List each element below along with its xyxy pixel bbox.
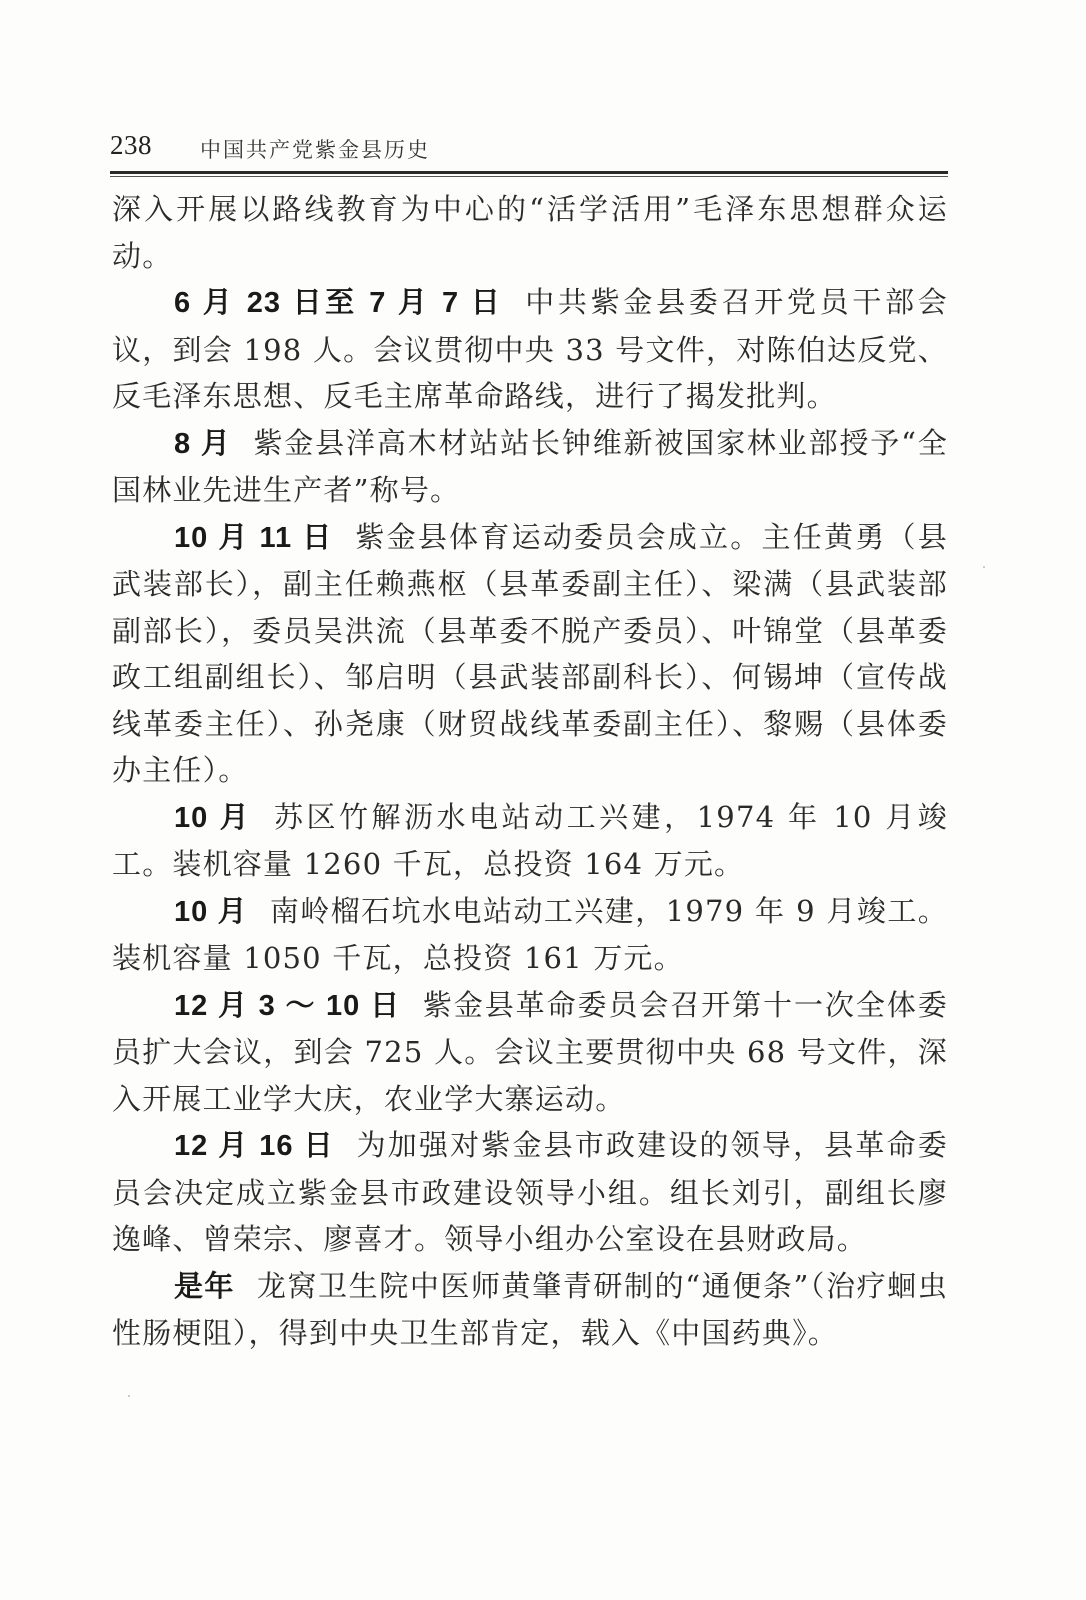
entry-date: 12 月 3 ～ 10 日 [174, 989, 401, 1022]
entry-text: 龙窝卫生院中医师黄肇青研制的“通便条”（治疗蛔虫性肠梗阻），得到中央卫生部肯定，载入《中国药典》。 [112, 1268, 948, 1350]
entry-date: 6 月 23 日至 7 月 7 日 [174, 287, 504, 319]
entry-date: 10 月 11 日 [174, 521, 334, 554]
entry-text: 紫金县体育运动委员会成立。主任黄勇（县武装部长），副主任赖燕枢（县革委副主任）、梁满（县武装部副部长），委员吴洪流（县革委不脱产委员）、叶锦堂（县革委政工组副组长）、邹启明（县武装部副科长）、何锡坤（宣传战线革委主任）、孙尧康（财贸战线革委副主任）、黎赐（县体委办主任）。 [112, 519, 948, 787]
entry-date: 8 月 [174, 427, 232, 460]
chronicle-entry [112, 279, 948, 420]
entry-date: 10 月 [174, 895, 248, 928]
paper-speck [983, 566, 985, 568]
chronicle-entry [112, 514, 948, 794]
entry-text: 为加强对紫金县市政建设的领导，县革命委员会决定成立紫金县市政建设领导小组。组长刘引，副组长廖逸峰、曾荣宗、廖喜才。领导小组办公室设在县财政局。 [112, 1128, 948, 1256]
entry-text: 深入开展以路线教育为中心的“活学活用”毛泽东思想群众运动。 [112, 192, 948, 273]
running-title: 中国共产党紫金县历史 [200, 138, 430, 162]
entry-text: 南岭榴石坑水电站动工兴建，1979 年 9 月竣工。装机容量 1050 千瓦，总投资 161 万元。 [112, 893, 948, 975]
chronicle-entry [112, 794, 948, 888]
entry-date: 12 月 16 日 [174, 1130, 335, 1162]
entry-date: 10 月 [174, 801, 252, 834]
page-header [108, 128, 948, 168]
chronicle-entry [112, 1263, 948, 1357]
entry-date: 是年 [174, 1270, 235, 1303]
chronicle-entry [112, 888, 948, 982]
page-number: 238 [110, 130, 152, 160]
header-rule-thin [110, 176, 948, 177]
header-rule-thick [110, 171, 948, 174]
entry-text: 中共紫金县委召开党员干部会议，到会 198 人。会议贯彻中央 33 号文件，对陈伯达反党、反毛泽东思想、反毛主席革命路线，进行了揭发批判。 [112, 285, 948, 413]
chronicle-entry [112, 186, 948, 279]
entry-text: 苏区竹解沥水电站动工兴建，1974 年 10 月竣工。装机容量 1260 千瓦，总投资 164 万元。 [112, 799, 948, 881]
entry-text: 紫金县洋高木材站站长钟维新被国家林业部授予“全国林业先进生产者”称号。 [112, 425, 948, 507]
chronicle-body [112, 186, 948, 1357]
chronicle-entry [112, 1122, 948, 1263]
chronicle-entry [112, 420, 948, 514]
paper-speck [128, 1395, 130, 1397]
entry-text: 紫金县革命委员会召开第十一次全体委员扩大会议，到会 725 人。会议主要贯彻中央 68 号文件，深入开展工业学大庆，农业学大寨运动。 [112, 987, 948, 1116]
chronicle-entry [112, 982, 948, 1123]
